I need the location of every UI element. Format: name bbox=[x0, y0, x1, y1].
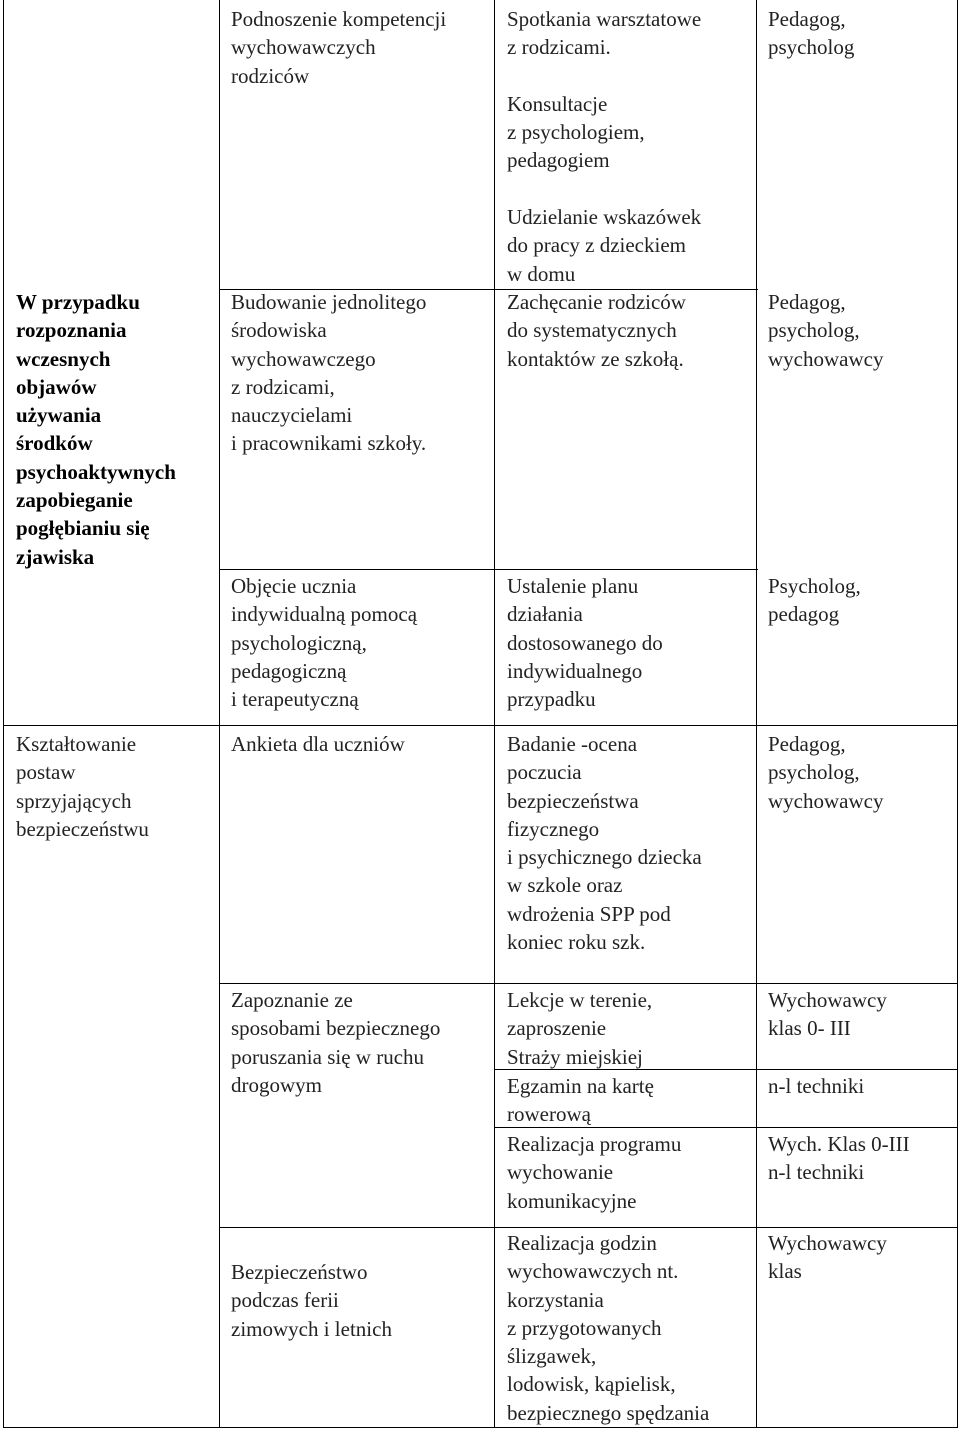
table-cell-responsible: Psycholog, pedagog bbox=[768, 574, 861, 627]
table-cell-task: Zapoznanie ze sposobami bezpiecznego poruszania się w ruchu drogowym bbox=[231, 988, 441, 1097]
table-cell-responsible: Pedagog, psycholog bbox=[768, 7, 855, 60]
table-cell-task: Objęcie ucznia indywidualną pomocą psychologiczną, pedagogiczną i terapeutyczną bbox=[231, 574, 418, 712]
row-divider-task-6 bbox=[219, 1227, 958, 1228]
table-cell-goal: W przypadku rozpoznania wczesnych objawów używania środków psychoaktywnych zapobieganie pogłębianiu się zjawiska bbox=[16, 290, 176, 569]
table-cell-method: Realizacja programu wychowanie komunikacyjne bbox=[507, 1132, 682, 1213]
table-border-left bbox=[3, 0, 4, 1428]
table-cell-responsible: Pedagog, psycholog, wychowawcy bbox=[768, 732, 884, 813]
table-cell-responsible: Pedagog, psycholog, wychowawcy bbox=[768, 290, 884, 371]
table-cell-method: Spotkania warsztatowe z rodzicami. Konsultacje z psychologiem, pedagogiem Udzielanie wskazówek do pracy z dzieckiem w domu bbox=[507, 7, 702, 286]
table-cell-task: Podnoszenie kompetencji wychowawczych rodziców bbox=[231, 7, 447, 88]
table-cell-responsible: Wych. Klas 0-III n-l techniki bbox=[768, 1132, 910, 1185]
table-cell-responsible: Wychowawcy klas bbox=[768, 1231, 887, 1284]
table-cell-method: Realizacja godzin wychowawczych nt. korzystania z przygotowanych ślizgawek, lodowisk, kąpielisk, bezpiecznego spędzania bbox=[507, 1231, 710, 1425]
row-divider-section-2 bbox=[3, 725, 958, 726]
table-cell-method: Lekcje w terenie, zaproszenie Straży miejskiej bbox=[507, 988, 653, 1069]
table-cell-method: Egzamin na kartę rowerową bbox=[507, 1074, 654, 1127]
table-cell-method: Zachęcanie rodziców do systematycznych kontaktów ze szkołą. bbox=[507, 290, 686, 371]
table-cell-method: Ustalenie planu działania dostosowanego do indywidualnego przypadku bbox=[507, 574, 663, 712]
table-cell-task: Budowanie jednolitego środowiska wychowawczego z rodzicami, nauczycielami i pracownikami szkoły. bbox=[231, 290, 427, 456]
column-divider-3 bbox=[756, 0, 757, 1428]
table-border-bottom bbox=[3, 1427, 958, 1428]
table-cell-method: Badanie -ocena poczucia bezpieczeństwa fizycznego i psychicznego dziecka w szkole oraz wdrożenia SPP pod koniec roku szk. bbox=[507, 732, 702, 955]
table-cell-task: Bezpieczeństwo podczas ferii zimowych i letnich bbox=[231, 1260, 392, 1341]
table-cell-task: Ankieta dla uczniów bbox=[231, 732, 405, 756]
table-cell-goal: Kształtowanie postaw sprzyjających bezpieczeństwu bbox=[16, 732, 149, 841]
column-divider-2 bbox=[494, 0, 495, 1428]
row-divider-task-3 bbox=[219, 569, 758, 570]
table-cell-responsible: Wychowawcy klas 0- III bbox=[768, 988, 887, 1041]
row-divider-task-5 bbox=[219, 983, 958, 984]
table-cell-responsible: n-l techniki bbox=[768, 1074, 865, 1098]
column-divider-1 bbox=[219, 0, 220, 1428]
table-border-right bbox=[957, 0, 958, 1428]
